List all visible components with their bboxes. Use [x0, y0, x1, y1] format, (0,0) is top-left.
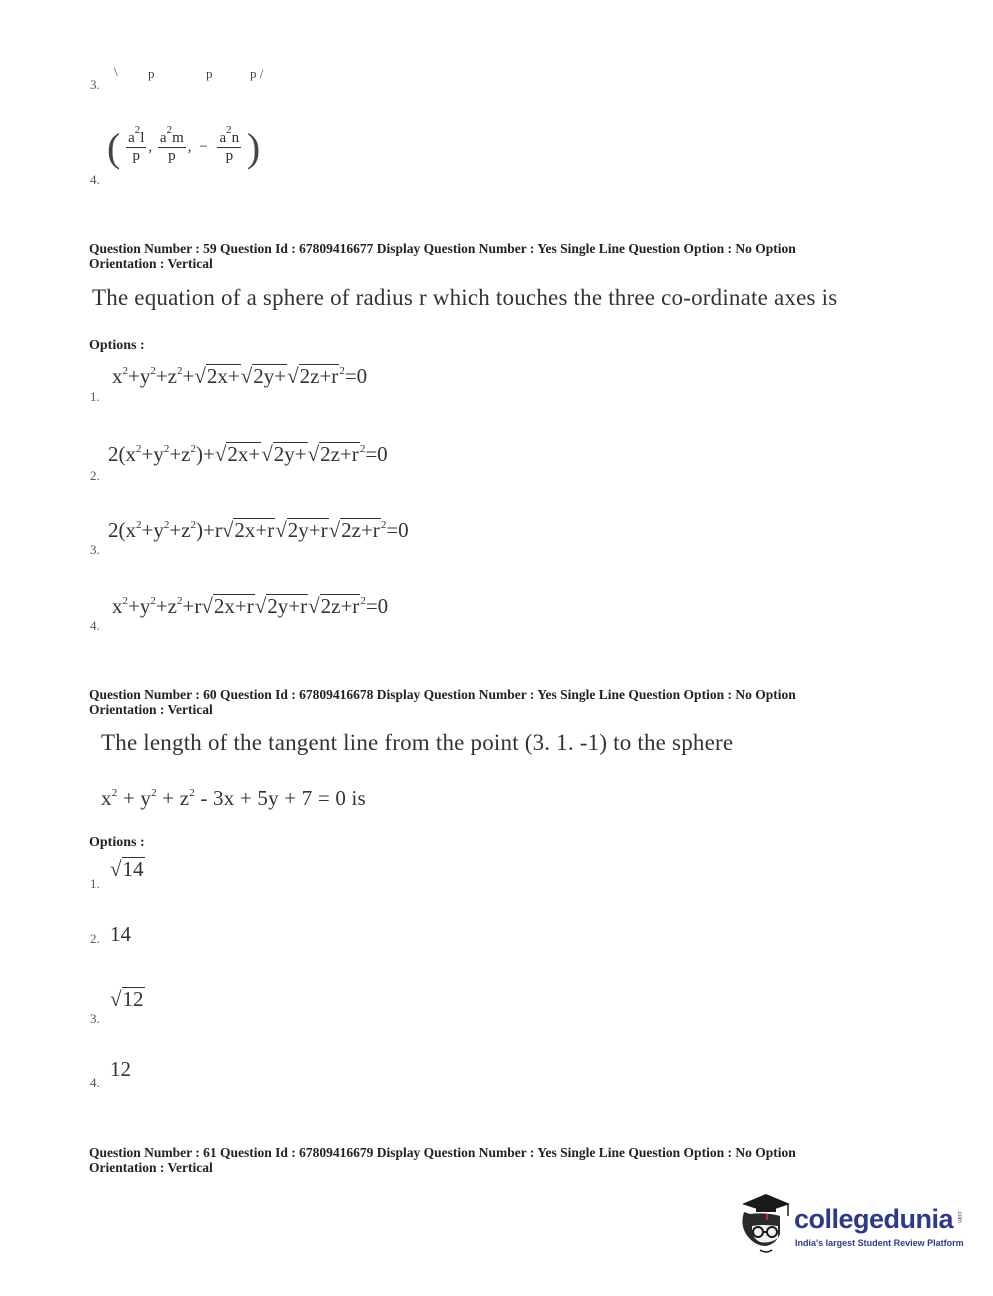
exp: 2: [136, 519, 142, 531]
exp: 2: [122, 365, 128, 377]
radical-sign: √: [328, 518, 341, 542]
question-meta-line: Orientation : Vertical: [89, 1160, 213, 1175]
question-meta-line: Orientation : Vertical: [89, 256, 213, 271]
option-number: 4.: [90, 172, 100, 187]
frac-num: a: [128, 130, 135, 146]
mascot-icon: [736, 1190, 792, 1256]
separator: ,: [187, 138, 192, 155]
term: +z: [155, 364, 178, 388]
left-paren: (: [107, 125, 121, 170]
option-number: 4.: [90, 1075, 100, 1090]
option-2-expression: [108, 442, 388, 467]
exp: 2: [177, 365, 183, 377]
exp: 2: [150, 595, 156, 607]
frac-num: a: [219, 130, 227, 146]
exp: 2: [177, 595, 183, 607]
radical-sign: √: [261, 442, 273, 466]
exp: 2: [163, 443, 170, 455]
collegedunia-logo: [736, 1190, 966, 1260]
term: +y: [128, 594, 151, 618]
radical-sign: √: [221, 518, 234, 542]
radicand: 2z+r: [320, 442, 359, 466]
separator: ,: [148, 138, 153, 155]
term: +r: [182, 594, 202, 618]
option-number: 4.: [90, 618, 100, 633]
radicand: 2y+r: [267, 594, 308, 618]
question-meta: [89, 1145, 879, 1175]
question-meta-line: Question Number : 61 Question Id : 67809416679 Display Question Number : Yes Single Line Question Option : No Option: [89, 1145, 796, 1160]
right-paren: ): [246, 125, 261, 170]
exp: 2: [380, 519, 387, 531]
radicand: 14: [122, 857, 144, 881]
question-text: The equation of a sphere of radius r which touches the three co-ordinate axes is: [92, 285, 838, 310]
radicand: 2x+: [206, 364, 240, 388]
exp: 2: [339, 365, 345, 377]
radicand: 2z+r: [341, 518, 380, 542]
term: + z: [156, 786, 190, 810]
term: +y: [128, 364, 151, 388]
radical-sign: √: [194, 364, 206, 388]
frac-num: a: [159, 130, 167, 146]
option-3-fragment: p: [206, 66, 213, 81]
fraction: [217, 124, 241, 165]
frac-den: p: [132, 148, 140, 164]
option-1-expression: [112, 364, 367, 389]
option-number: 3.: [90, 1011, 100, 1026]
fraction: [126, 124, 146, 165]
frac-num: l: [140, 130, 145, 146]
frac-exp: 2: [226, 124, 232, 136]
radicand: 2y+: [253, 364, 287, 388]
option-3-fragment: p: [148, 66, 155, 81]
logo-com: .com: [956, 1210, 962, 1224]
frac-den: p: [225, 148, 234, 164]
frac-num: m: [172, 130, 184, 146]
option-3-expression: [108, 518, 409, 543]
term: +z: [155, 594, 178, 618]
option-4-expression: [107, 124, 260, 171]
option-3-value: [110, 987, 145, 1012]
term: x: [112, 594, 123, 618]
term: x: [101, 786, 112, 810]
question-meta-line: Question Number : 59 Question Id : 67809416677 Display Question Number : Yes Single Line Question Option : No Option: [89, 241, 796, 256]
frac-den: p: [168, 148, 176, 164]
exp: 2: [122, 595, 128, 607]
radicand: 2x+: [227, 442, 261, 466]
option-4-value: 12: [110, 1057, 131, 1081]
option-2-value: 14: [110, 922, 131, 946]
radicand: 2x+r: [234, 518, 275, 542]
radical-sign: √: [308, 594, 320, 618]
term: +y: [141, 518, 164, 542]
term: +z: [169, 442, 191, 466]
logo-tagline: India's largest Student Review Platform: [795, 1238, 964, 1248]
radicand: 12: [122, 987, 144, 1011]
option-3-fragment: \: [114, 64, 118, 79]
option-number: 1.: [90, 876, 100, 891]
exp: 2: [190, 519, 197, 531]
radicand: 2y+r: [287, 518, 328, 542]
radicand: 2x+r: [213, 594, 254, 618]
term: )+: [196, 442, 215, 466]
radical-sign: √: [240, 364, 253, 388]
option-number: 2.: [90, 468, 100, 483]
option-number: 3.: [90, 77, 100, 92]
frac-exp: 2: [166, 124, 173, 136]
question-meta-line: Orientation : Vertical: [89, 702, 213, 717]
exp: 2: [136, 443, 142, 455]
option-1-value: [110, 857, 145, 882]
option-number: 1.: [90, 389, 100, 404]
term: =0: [365, 442, 388, 466]
exp: 2: [360, 595, 366, 607]
exp: 2: [150, 365, 156, 377]
radical-sign: √: [307, 442, 320, 466]
radical-sign: √: [110, 987, 122, 1011]
exp: 2: [189, 787, 195, 799]
term: 2(x: [108, 442, 136, 466]
fraction: [158, 124, 186, 165]
radicand: 2z+r: [299, 364, 339, 388]
term: - 3x + 5y + 7 = 0 is: [194, 786, 366, 810]
radical-sign: √: [275, 518, 287, 542]
question-text: The length of the tangent line from the point (3. 1. -1) to the sphere: [101, 730, 734, 755]
term: )+r: [196, 518, 222, 542]
question-meta-line: Question Number : 60 Question Id : 67809416678 Display Question Number : Yes Single Line Question Option : No Option: [89, 687, 796, 702]
exp: 2: [151, 787, 157, 799]
option-3-fragment: p /: [250, 66, 264, 81]
radical-sign: √: [254, 594, 267, 618]
term: =0: [344, 364, 368, 388]
radical-sign: √: [287, 364, 299, 388]
frac-num: n: [231, 130, 240, 146]
term: =0: [386, 518, 409, 542]
radical-sign: √: [110, 857, 122, 881]
exp: 2: [163, 519, 170, 531]
exp: 2: [359, 443, 366, 455]
option-4-expression: [112, 594, 388, 619]
exp: 2: [111, 787, 118, 799]
option-number: 3.: [90, 542, 100, 557]
minus-sign: −: [199, 138, 208, 155]
radical-sign: √: [214, 442, 227, 466]
radicand: 2z+r: [320, 594, 360, 618]
option-number: 2.: [90, 931, 100, 946]
term: =0: [365, 594, 389, 618]
radical-sign: √: [201, 594, 213, 618]
logo-wordmark: collegedunia: [794, 1204, 954, 1234]
term: + y: [117, 786, 152, 810]
term: +y: [141, 442, 164, 466]
question-meta: [89, 687, 879, 717]
options-label: Options :: [89, 835, 145, 850]
question-text-equation: [101, 786, 366, 811]
exp: 2: [190, 443, 197, 455]
term: 2(x: [108, 518, 136, 542]
term: +z: [169, 518, 191, 542]
term: +: [182, 364, 195, 388]
term: x: [112, 364, 123, 388]
question-meta: [89, 241, 879, 271]
frac-exp: 2: [134, 124, 141, 136]
options-label: Options :: [89, 338, 145, 353]
radicand: 2y+: [273, 442, 307, 466]
